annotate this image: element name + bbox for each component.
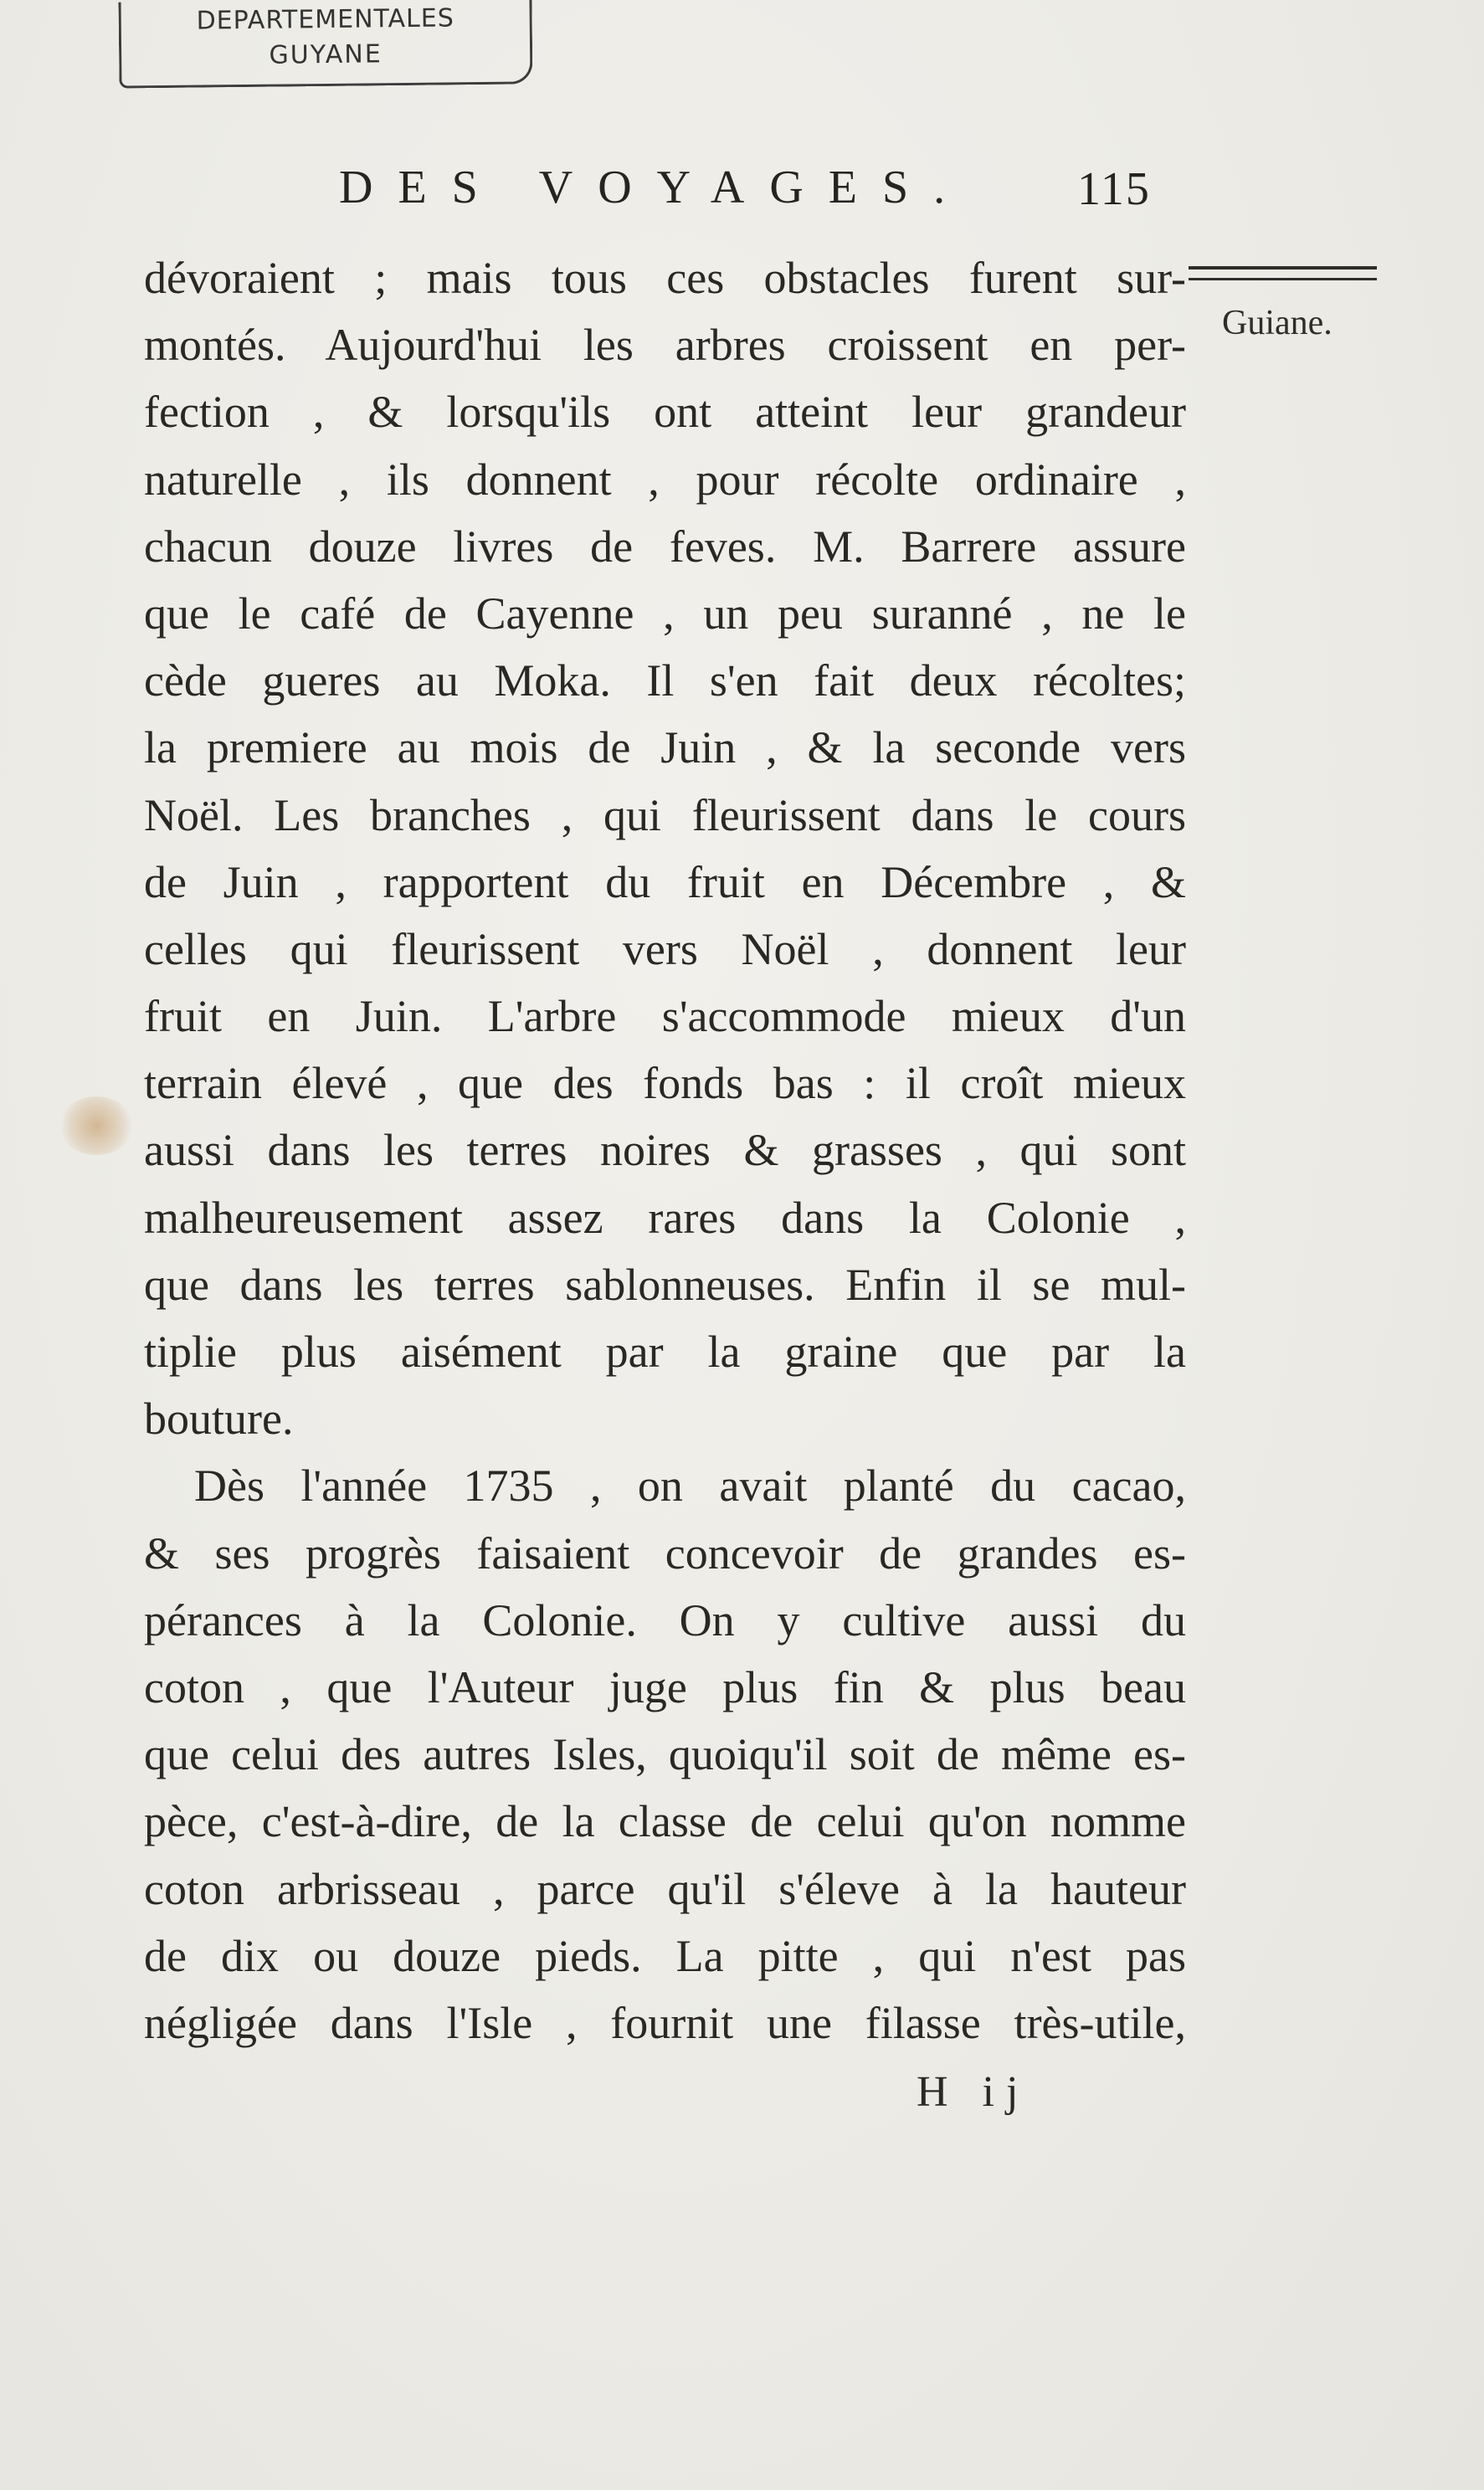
text-line: que celui des autres Isles, quoiqu'il soit de même es- <box>144 1729 1186 1780</box>
text-line: dévoraient ; mais tous ces obstacles furent sur- <box>144 253 1186 303</box>
stamp-line-1: DEPARTEMENTALES <box>196 3 454 36</box>
text-line: coton , que l'Auteur juge plus fin & plus beau <box>144 1661 1186 1712</box>
text-line: pèce, c'est-à-dire, de la classe de celui qu'on nomme <box>144 1796 1186 1847</box>
text-line: malheureusement assez rares dans la Colonie , <box>144 1192 1186 1243</box>
text-line: tiplie plus aisément par la graine que par la <box>144 1327 1186 1377</box>
marginal-note: Guiane. <box>1222 304 1333 342</box>
text-line: terrain élevé , que des fonds bas : il croît mieux <box>144 1058 1186 1109</box>
text-line: Noël. Les branches , qui fleurissent dans le cours <box>144 789 1186 840</box>
text-line: cède gueres au Moka. Il s'en fait deux récoltes; <box>144 655 1186 706</box>
text-line: de Juin , rapportent du fruit en Décembre , & <box>144 856 1186 907</box>
text-line: naturelle , ils donnent , pour récolte ordinaire , <box>144 454 1186 505</box>
text-line: celles qui fleurissent vers Noël , donnent leur <box>144 923 1186 974</box>
stamp-line-2: GUYANE <box>269 39 383 70</box>
margin-rule <box>1189 266 1377 280</box>
text-line: la premiere au mois de Juin , & la seconde vers <box>144 722 1186 773</box>
text-line: Dès l'année 1735 , on avait planté du cacao, <box>194 1461 1186 1512</box>
text-line: bouture. <box>144 1394 294 1445</box>
text-line: montés. Aujourd'hui les arbres croissent en per- <box>144 320 1186 371</box>
running-title: DES VOYAGES. <box>339 162 971 213</box>
text-line: négligée dans l'Isle , fournit une filasse très-utile, <box>144 1997 1186 2048</box>
text-line: fection , & lorsqu'ils ont atteint leur grandeur <box>144 387 1186 438</box>
text-line: aussi dans les terres noires & grasses , qui sont <box>144 1125 1186 1176</box>
page-number: 115 <box>1077 163 1151 215</box>
text-line: coton arbrisseau , parce qu'il s'éleve à la hauteur <box>144 1863 1186 1914</box>
signature-mark: H ij <box>917 2068 1030 2116</box>
text-line: & ses progrès faisaient concevoir de grandes es- <box>144 1527 1186 1579</box>
text-line: que dans les terres sablonneuses. Enfin il se mul- <box>144 1259 1186 1310</box>
text-line: pérances à la Colonie. On y cultive aussi du <box>144 1594 1186 1645</box>
page-header <box>339 161 1168 228</box>
text-line: que le café de Cayenne , un peu suranné , ne le <box>144 588 1186 639</box>
body-text <box>144 244 1186 2056</box>
text-line: de dix ou douze pieds. La pitte , qui n'est pas <box>144 1930 1186 1981</box>
text-line: fruit en Juin. L'arbre s'accommode mieux d'un <box>144 991 1186 1042</box>
paper-stain <box>59 1096 134 1155</box>
text-line: chacun douze livres de feves. M. Barrere assure <box>144 521 1186 572</box>
archive-stamp <box>118 0 532 89</box>
